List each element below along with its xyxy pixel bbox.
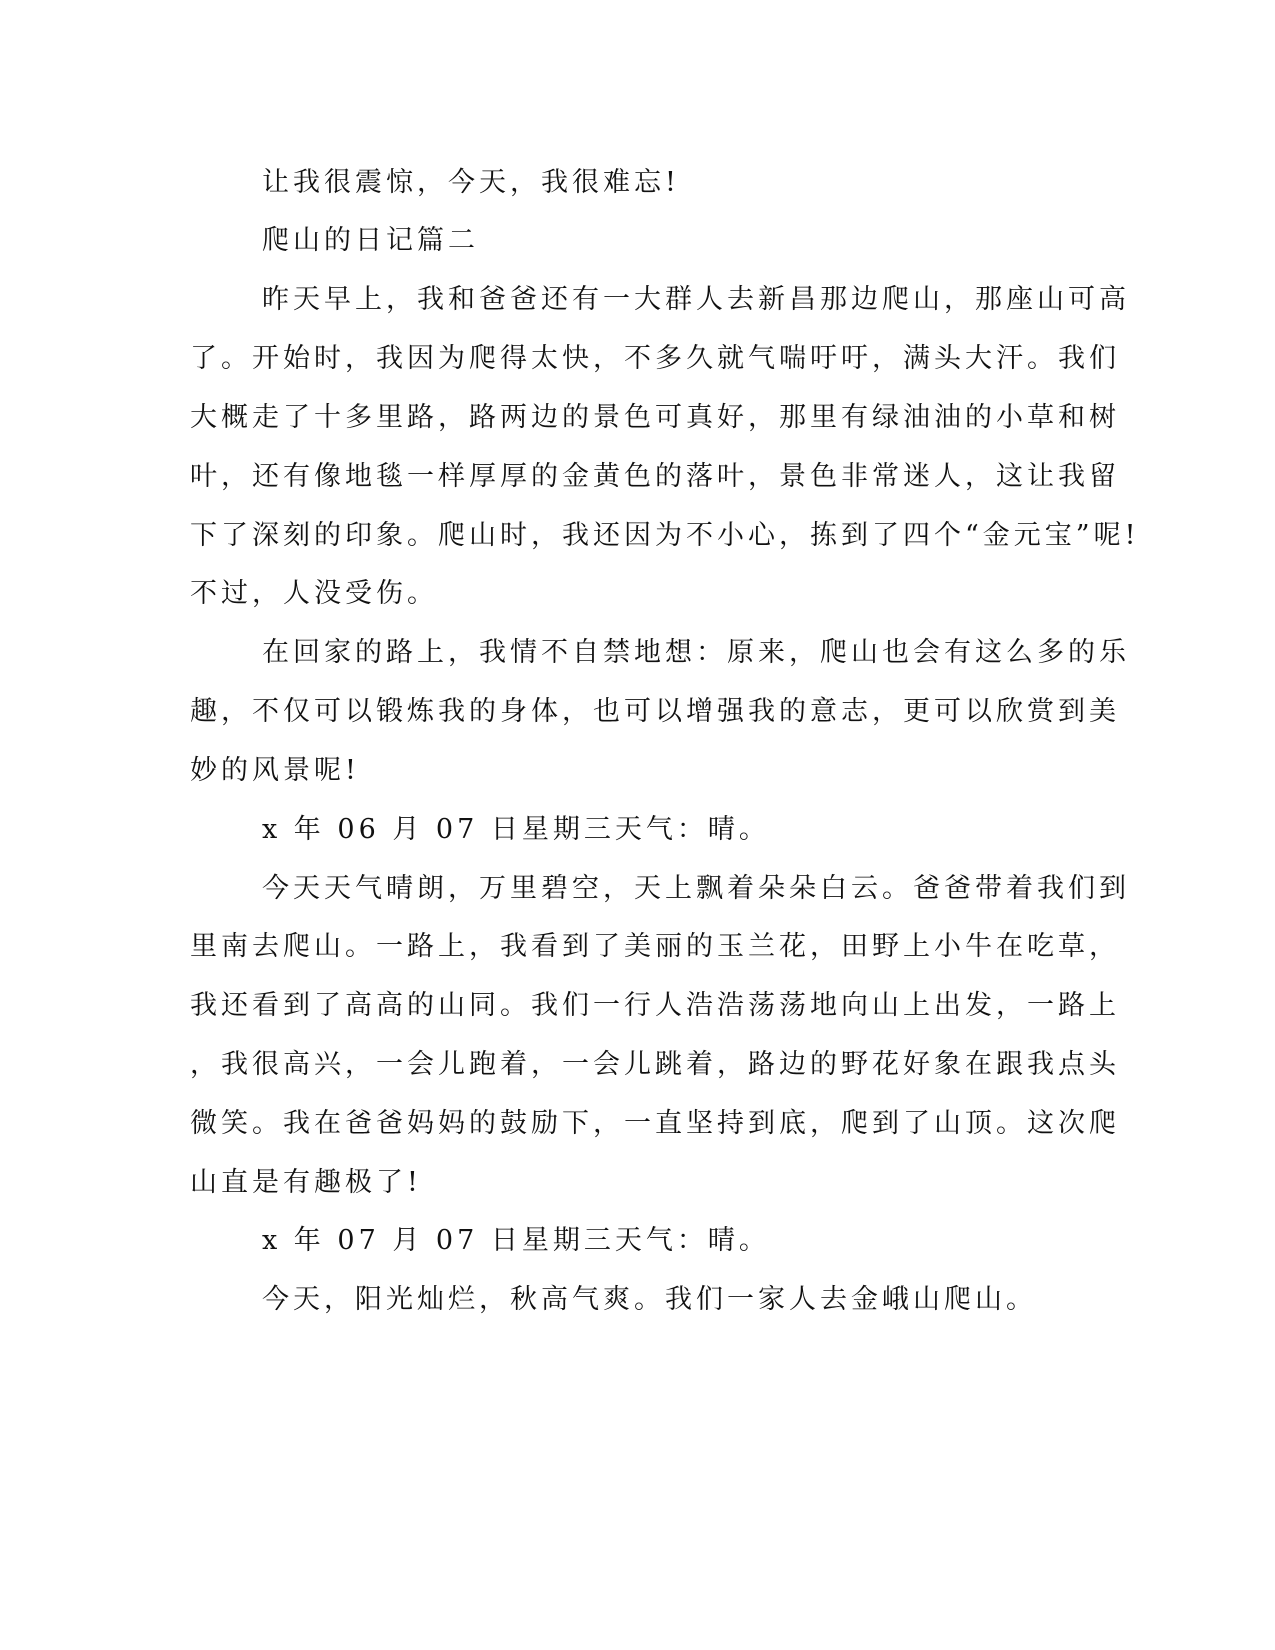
text-line: 今天，阳光灿烂，秋高气爽。我们一家人去金峨山爬山。 bbox=[262, 1284, 1037, 1315]
text-line: 昨天早上，我和爸爸还有一大群人去新昌那边爬山，那座山可高 bbox=[262, 284, 1130, 315]
text-line: 我还看到了高高的山同。我们一行人浩浩荡荡地向山上出发，一路上 bbox=[190, 990, 1120, 1021]
section-heading: 爬山的日记篇二 bbox=[262, 225, 479, 256]
text-line: 今天天气晴朗，万里碧空，天上飘着朵朵白云。爸爸带着我们到 bbox=[262, 873, 1130, 904]
diary-date-line: x 年 07 月 07 日星期三天气：晴。 bbox=[262, 1225, 770, 1256]
text-line: 里南去爬山。一路上，我看到了美丽的玉兰花，田野上小牛在吃草， bbox=[190, 931, 1120, 962]
text-line: 不过，人没受伤。 bbox=[190, 578, 438, 609]
text-line: 在回家的路上，我情不自禁地想：原来，爬山也会有这么多的乐 bbox=[262, 637, 1130, 668]
text-line: 了。开始时，我因为爬得太快，不多久就气喘吁吁，满头大汗。我们 bbox=[190, 343, 1120, 374]
text-line: 下了深刻的印象。爬山时，我还因为不小心，拣到了四个“金元宝”呢! bbox=[190, 520, 1140, 551]
text-line: 山直是有趣极了! bbox=[190, 1167, 422, 1198]
text-line: 微笑。我在爸爸妈妈的鼓励下，一直坚持到底，爬到了山顶。这次爬 bbox=[190, 1108, 1120, 1139]
text-line: 趣，不仅可以锻炼我的身体，也可以增强我的意志，更可以欣赏到美 bbox=[190, 696, 1120, 727]
text-line: 妙的风景呢! bbox=[190, 755, 360, 786]
text-line: 叶，还有像地毯一样厚厚的金黄色的落叶，景色非常迷人，这让我留 bbox=[190, 461, 1120, 492]
diary-date-line: x 年 06 月 07 日星期三天气：晴。 bbox=[262, 814, 770, 845]
text-line: ，我很高兴，一会儿跑着，一会儿跳着，路边的野花好象在跟我点头 bbox=[190, 1049, 1120, 1080]
text-line: 大概走了十多里路，路两边的景色可真好，那里有绿油油的小草和树 bbox=[190, 402, 1120, 433]
text-line: 让我很震惊，今天，我很难忘! bbox=[262, 167, 680, 198]
